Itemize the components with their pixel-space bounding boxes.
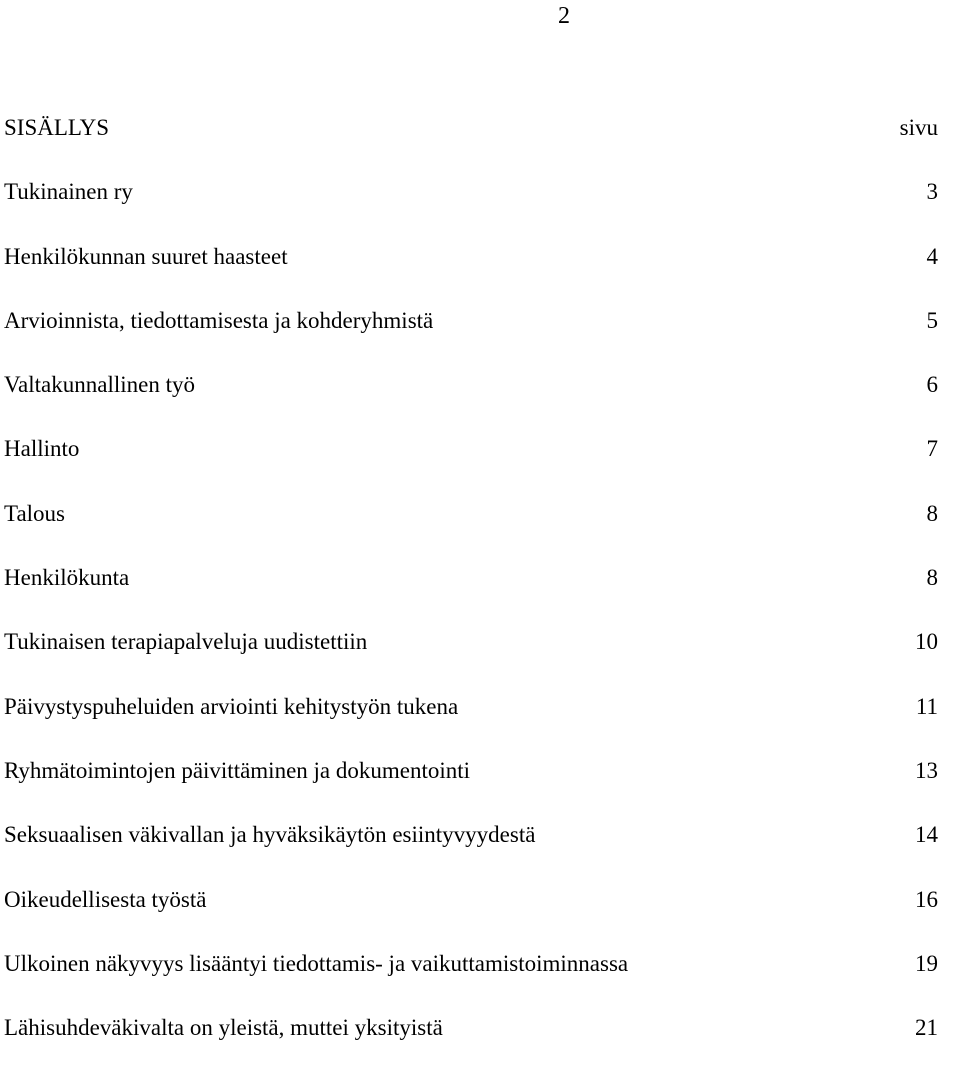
- toc-entry-page: 14: [915, 822, 938, 848]
- toc-entry-page: 4: [926, 243, 938, 269]
- toc-entry-title: Päivystyspuheluiden arviointi kehitystyön tukena: [4, 693, 459, 719]
- toc-entry[interactable]: [4, 950, 938, 1014]
- toc-entry-page: 21: [915, 1015, 938, 1041]
- toc-entry-page: 16: [915, 886, 938, 912]
- toc-entry-page: 19: [915, 950, 938, 976]
- toc-entry[interactable]: [4, 1014, 938, 1078]
- toc-entry[interactable]: [4, 628, 938, 692]
- toc-entry-title: Arvioinnista, tiedottamisesta ja kohderyhmistä: [4, 307, 434, 333]
- toc-entry[interactable]: [4, 500, 938, 564]
- toc-entry-page: 10: [915, 629, 938, 655]
- toc-entry[interactable]: [4, 821, 938, 885]
- toc-entry-title: Ulkoinen näkyvyys lisääntyi tiedottamis- ja vaikuttamistoiminnassa: [4, 950, 629, 976]
- toc-entry-title: Tukinaisen terapiapalveluja uudistettiin: [4, 629, 368, 655]
- toc-entry-title: Ryhmätoimintojen päivittäminen ja dokumentointi: [4, 757, 471, 783]
- page-number: 2: [558, 3, 570, 29]
- toc-header: [4, 114, 938, 178]
- table-of-contents: [4, 114, 938, 1078]
- toc-entry-page: 5: [926, 307, 938, 333]
- toc-entry-page: 8: [926, 565, 938, 591]
- toc-entry[interactable]: [4, 307, 938, 371]
- toc-entry-title: Henkilökunnan suuret haasteet: [4, 243, 288, 269]
- toc-entry[interactable]: [4, 371, 938, 435]
- toc-entry[interactable]: [4, 243, 938, 307]
- toc-entry[interactable]: [4, 886, 938, 950]
- toc-entry-title: Oikeudellisesta työstä: [4, 886, 207, 912]
- toc-entry-title: Tukinainen ry: [4, 179, 133, 205]
- toc-entry-page: 7: [926, 436, 938, 462]
- toc-entry-title: Lähisuhdeväkivalta on yleistä, muttei yksityistä: [4, 1015, 443, 1041]
- toc-entry[interactable]: [4, 435, 938, 499]
- toc-heading: SISÄLLYS: [4, 115, 110, 140]
- page-column-label: sivu: [899, 115, 938, 140]
- toc-entry-title: Seksuaalisen väkivallan ja hyväksikäytön esiintyvyydestä: [4, 822, 536, 848]
- toc-entry-title: Valtakunnallinen työ: [4, 372, 195, 398]
- toc-entries: [4, 178, 938, 1078]
- toc-entry-page: 13: [915, 757, 938, 783]
- toc-entry[interactable]: [4, 693, 938, 757]
- toc-entry-page: 6: [926, 372, 938, 398]
- toc-entry[interactable]: [4, 757, 938, 821]
- toc-entry-title: Talous: [4, 500, 65, 526]
- toc-entry-page: 3: [926, 179, 938, 205]
- toc-entry-title: Henkilökunta: [4, 565, 130, 591]
- toc-entry-page: 8: [926, 500, 938, 526]
- toc-entry[interactable]: [4, 564, 938, 628]
- toc-entry[interactable]: [4, 178, 938, 242]
- toc-entry-title: Hallinto: [4, 436, 80, 462]
- toc-entry-page: 11: [915, 693, 938, 719]
